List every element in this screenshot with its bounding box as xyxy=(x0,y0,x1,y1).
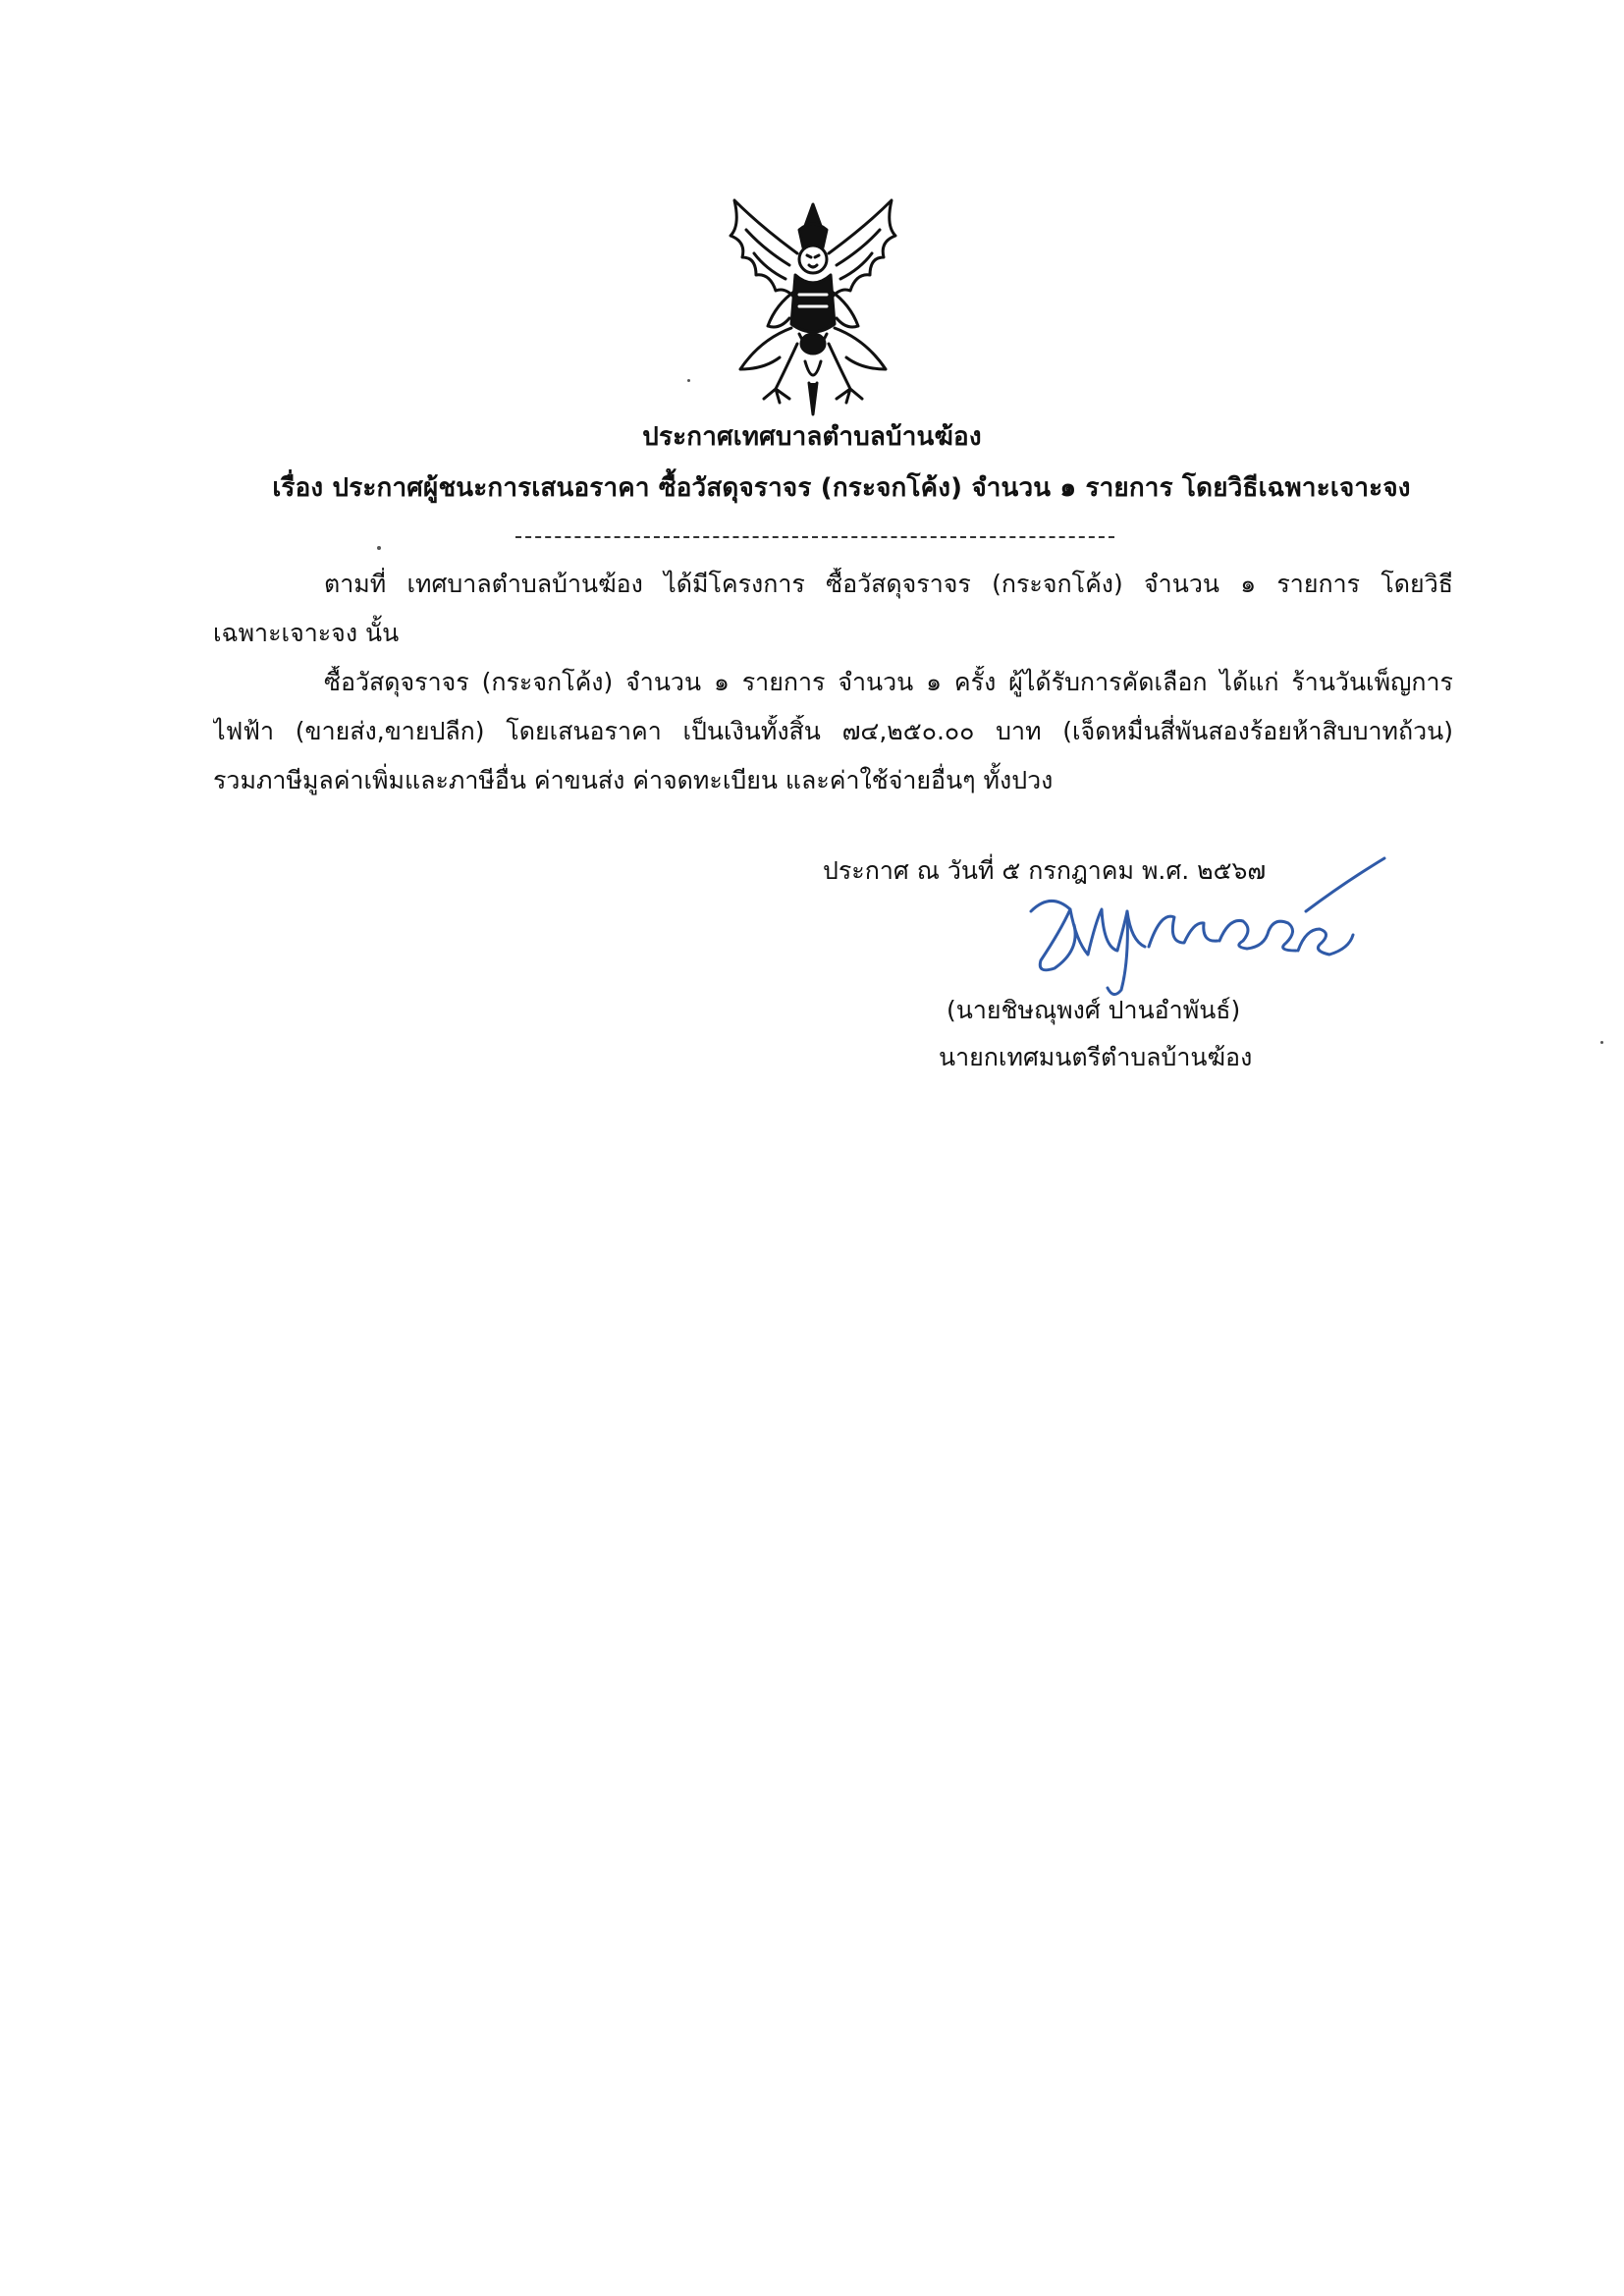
paragraph-1-line-1: ตามที่ เทศบาลตำบลบ้านฆ้อง ได้มีโครงการ ซื้อวัสดุจราจร (กระจกโค้ง) จำนวน ๑ รายการ โดยวิธี xyxy=(324,570,1453,598)
announcement-heading: ประกาศเทศบาลตำบลบ้านฆ้อง xyxy=(642,422,982,452)
scan-speck xyxy=(1600,1041,1603,1044)
garuda-emblem-icon xyxy=(721,196,905,422)
signer-title: นายกเทศมนตรีตำบลบ้านฆ้อง xyxy=(939,1043,1253,1071)
paragraph-2-line-3: รวมภาษีมูลค่าเพิ่มและภาษีอื่น ค่าขนส่ง ค่าจดทะเบียน และค่าใช้จ่ายอื่นๆ ทั้งปวง xyxy=(213,766,1054,794)
scan-speck xyxy=(377,546,381,550)
signature-drawing xyxy=(1011,852,1404,1000)
announcement-date: ประกาศ ณ วันที่ ๕ กรกฎาคม พ.ศ. ๒๕๖๗ xyxy=(823,856,1267,885)
signer-name: (นายชิษณุพงศ์ ปานอำพันธ์) xyxy=(947,996,1241,1024)
paragraph-2-line-1: ซื้อวัสดุจราจร (กระจกโค้ง) จำนวน ๑ รายการ จำนวน ๑ ครั้ง ผู้ได้รับการคัดเลือก ได้แก่ ร้านวันเพ็ญการ xyxy=(324,668,1453,696)
scan-speck xyxy=(687,379,690,382)
heading-separator xyxy=(515,536,1114,538)
announcement-subject: เรื่อง ประกาศผู้ชนะการเสนอราคา ซื้อวัสดุจราจร (กระจกโค้ง) จำนวน ๑ รายการ โดยวิธีเฉพาะเจาะจง xyxy=(272,473,1411,503)
paragraph-2-line-2: ไฟฟ้า (ขายส่ง,ขายปลีก) โดยเสนอราคา เป็นเงินทั้งสิ้น ๗๔,๒๕๐.๐๐ บาท (เจ็ดหมื่นสี่พันสองร้อยห้าสิบบาทถ้วน) xyxy=(213,717,1453,745)
paragraph-1-line-2: เฉพาะเจาะจง นั้น xyxy=(213,619,400,647)
